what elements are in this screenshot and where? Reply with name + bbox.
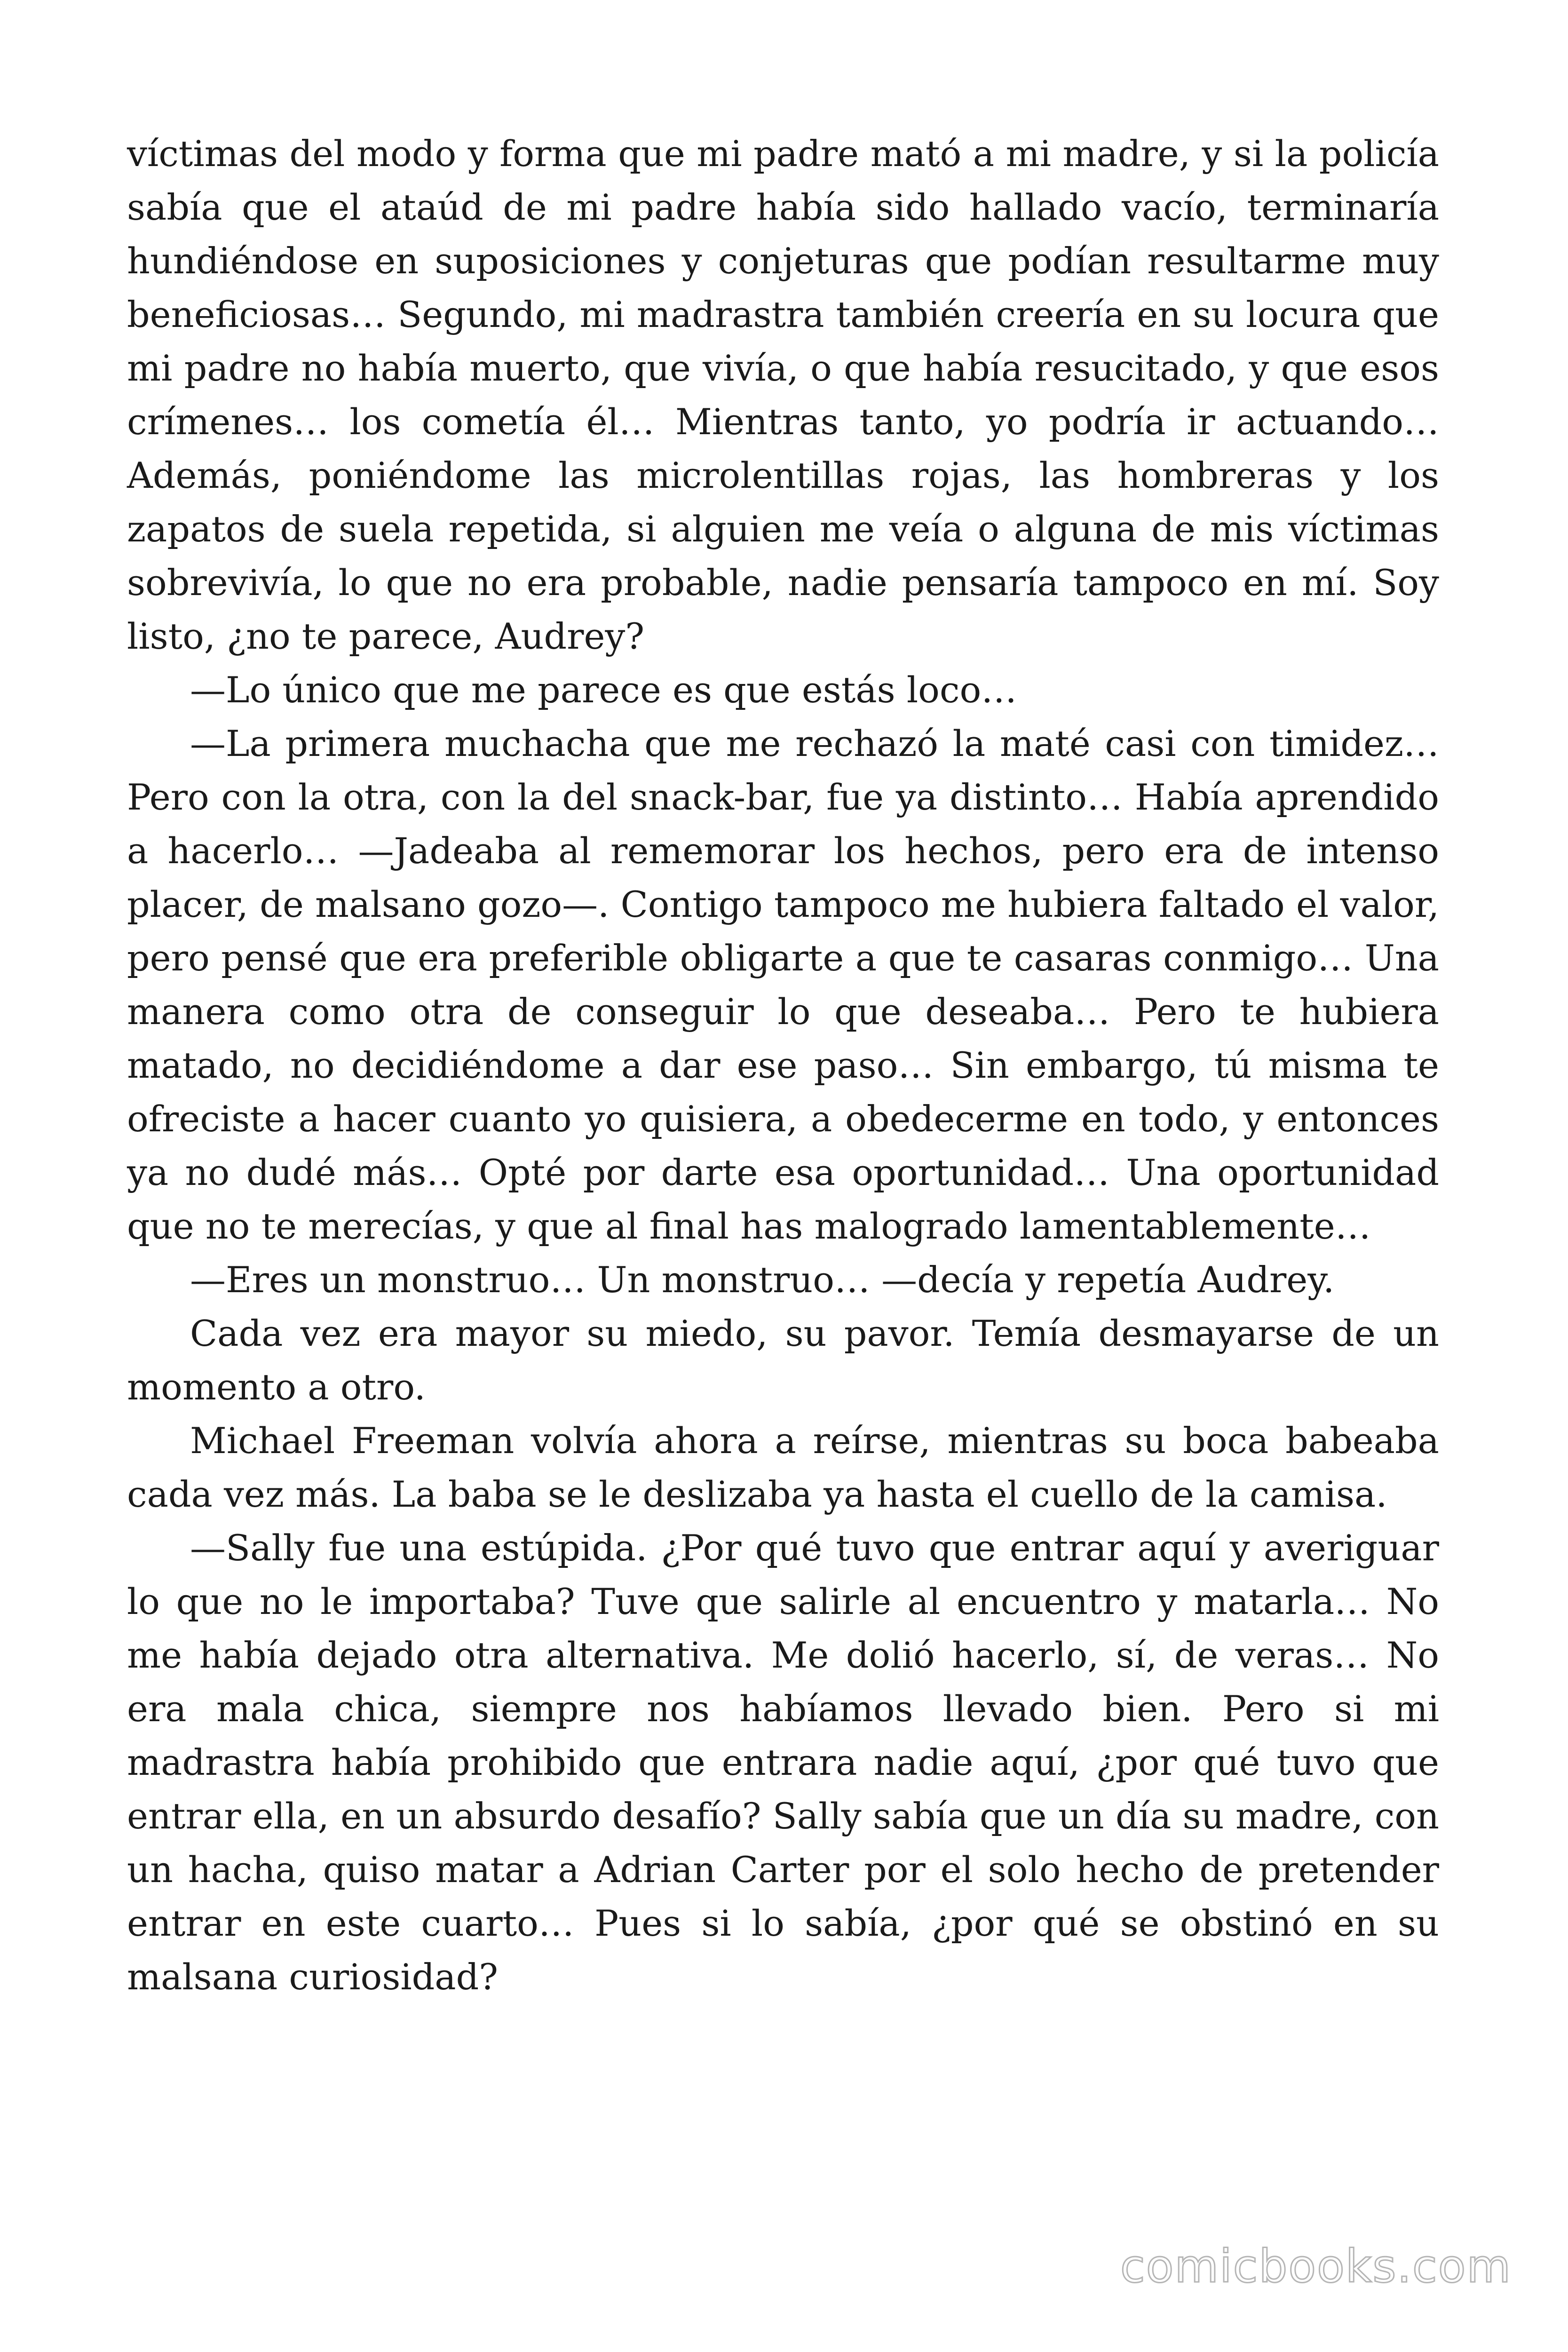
paragraph-dialogue: —Lo único que me parece es que estás loco… bbox=[190, 669, 1017, 711]
paragraph-narration: Cada vez era mayor su miedo, su pavor. Temía desmayarse de un momento a otro. bbox=[127, 1312, 1439, 1408]
watermark: comicbooks.com bbox=[1120, 2240, 1512, 2293]
paragraph-dialogue: —Sally fue una estúpida. ¿Por qué tuvo que entrar aquí y averiguar lo que no le importaba? Tuve que salirle al encuentro y matarla… No me había dejado otra alternativa. Me dolió hacerlo, sí, de veras… No era mala chica, siempre nos habíamos llevado bien. Pero si mi madrastra había prohibido que entrara nadie aquí, ¿por qué tuvo que entrar ella, en un absurdo desafío? Sally sabía que un día su madre, con un hacha, quiso matar a Adrian Carter por el solo hecho de pretender entrar en este cuarto… Pues si lo sabía, ¿por qué se obstinó en su malsana curiosidad? bbox=[127, 1527, 1439, 1998]
paragraph-narration: Michael Freeman volvía ahora a reírse, mientras su boca babeaba cada vez más. La baba se le deslizaba ya hasta el cuello de la camisa. bbox=[127, 1420, 1439, 1515]
paragraph-dialogue: —Eres un monstruo… Un monstruo… —decía y repetía Audrey. bbox=[190, 1259, 1335, 1301]
page-body bbox=[127, 127, 1439, 2004]
paragraph-continuation: víctimas del modo y forma que mi padre mató a mi madre, y si la policía sabía que el ataúd de mi padre había sido hallado vacío, terminaría hundiéndose en suposiciones y conjeturas que podían resultarme muy beneficiosas… Segundo, mi madrastra también creería en su locura que mi padre no había muerto, que vivía, o que había resucitado, y que esos crímenes… los cometía él… Mientras tanto, yo podría ir actuando… Además, poniéndome las microlentillas rojas, las hombreras y los zapatos de suela repetida, si alguien me veía o alguna de mis víctimas sobrevivía, lo que no era probable, nadie pensaría tampoco en mí. Soy listo, ¿no te parece, Audrey? bbox=[127, 133, 1439, 657]
paragraph-dialogue: —La primera muchacha que me rechazó la maté casi con timidez… Pero con la otra, con la del snack-bar, fue ya distinto… Había aprendido a hacerlo… —Jadeaba al rememorar los hechos, pero era de intenso placer, de malsano gozo—. Contigo tampoco me hubiera faltado el valor, pero pensé que era preferible obligarte a que te casaras conmigo… Una manera como otra de conseguir lo que deseaba… Pero te hubiera matado, no decidiéndome a dar ese paso… Sin embargo, tú misma te ofreciste a hacer cuanto yo quisiera, a obedecerme en todo, y entonces ya no dudé más… Opté por darte esa oportunidad… Una oportunidad que no te merecías, y que al final has malogrado lamentablemente… bbox=[127, 723, 1439, 1247]
